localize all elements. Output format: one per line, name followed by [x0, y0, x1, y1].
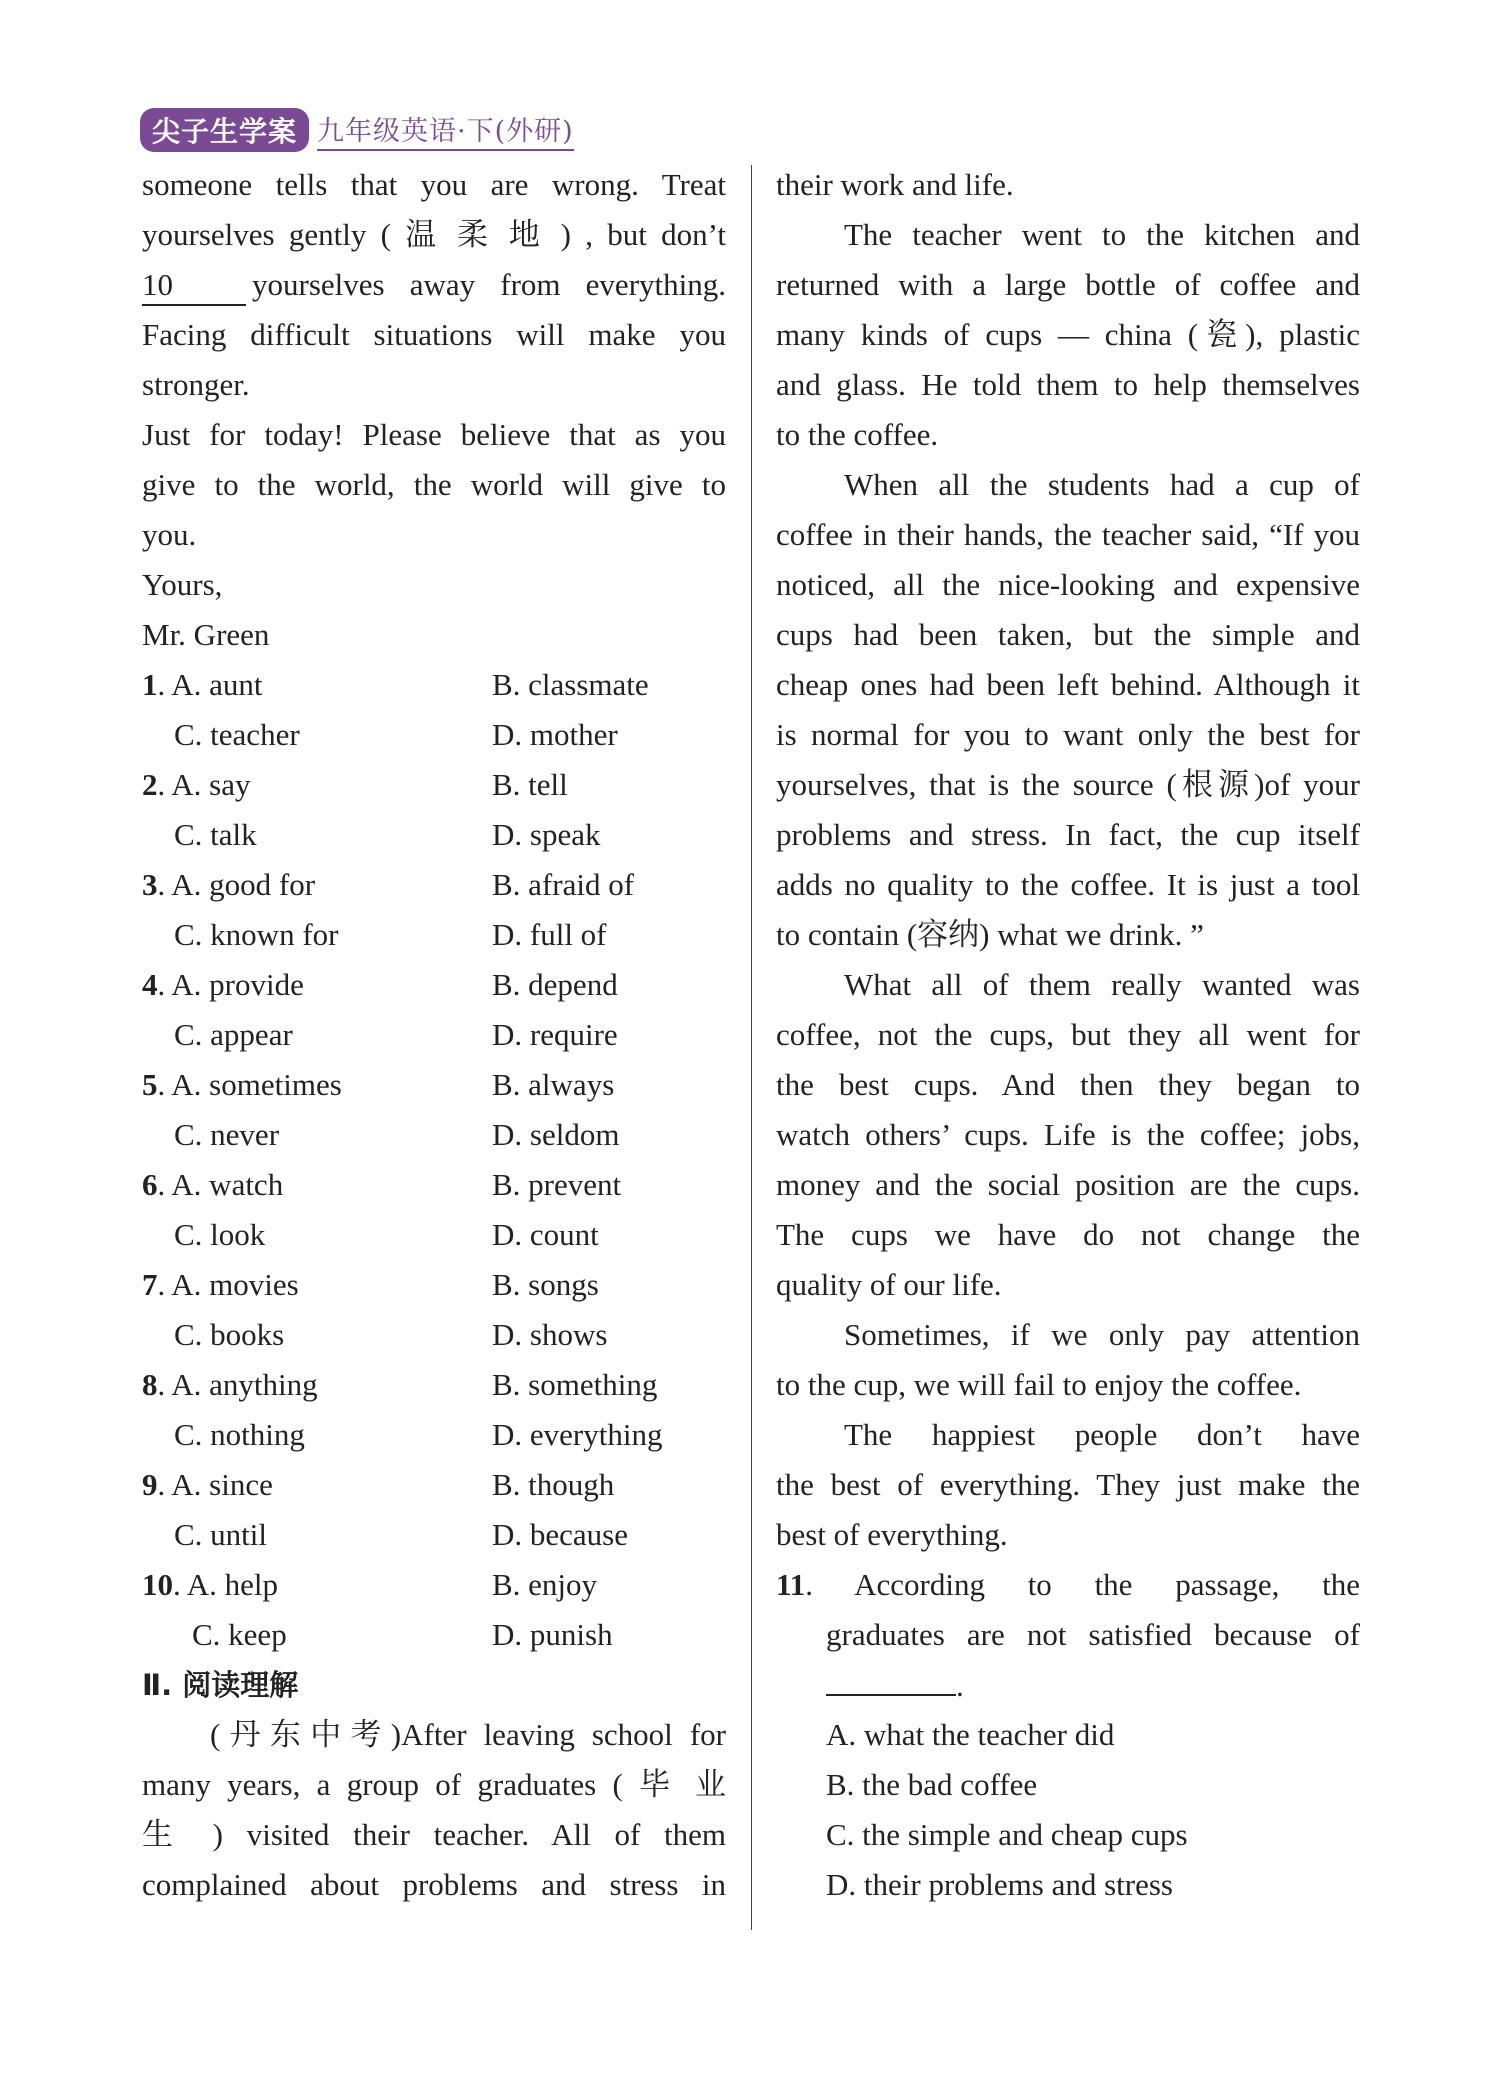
book-subtitle: 九年级英语·下(外研) [317, 109, 574, 151]
option-c[interactable]: C. never [174, 1117, 280, 1152]
passage-line: coffee in their hands, the teacher said, “If you [776, 517, 1360, 552]
blank-10: 10 [142, 266, 246, 306]
question-number: 7 [142, 1267, 158, 1302]
passage-line: What all of them really wanted was [844, 967, 1360, 1002]
passage-line: complained about problems and stress in [142, 1867, 726, 1902]
question-row [142, 660, 726, 710]
option-a-text: . A. watch [157, 1167, 284, 1202]
option-c[interactable]: C. keep [192, 1617, 287, 1652]
passage-line: 生 ) visited their teacher. All of them [142, 1817, 726, 1852]
question-number: 6 [142, 1167, 158, 1202]
option-a[interactable] [142, 1460, 273, 1510]
question-number: 4 [142, 967, 158, 1002]
option-c[interactable]: C. books [174, 1317, 285, 1352]
question-number: 9 [142, 1467, 158, 1502]
passage-line: When all the students had a cup of [844, 467, 1360, 502]
left-column [142, 160, 726, 1910]
option-b[interactable]: B. depend [492, 967, 618, 1002]
passage-line: problems and stress. In fact, the cup itself [776, 817, 1360, 852]
letter-line-with-blank [142, 260, 726, 310]
passage-line: noticed, all the nice-looking and expensive [776, 567, 1360, 602]
passage-line: watch others’ cups. Life is the coffee; jobs, [776, 1117, 1360, 1152]
option-a[interactable] [142, 760, 251, 810]
passage-line: and glass. He told them to help themselves [776, 367, 1360, 402]
option-b[interactable]: B. afraid of [492, 867, 635, 902]
option-b[interactable]: B. though [492, 1467, 615, 1502]
option-a-text: . A. help [173, 1567, 279, 1602]
question-number: 5 [142, 1067, 158, 1102]
passage-line: to the cup, we will fail to enjoy the coffee. [776, 1367, 1302, 1402]
question-row [142, 1110, 726, 1160]
question-row [142, 710, 726, 760]
option-a[interactable] [142, 660, 263, 710]
passage-line: money and the social position are the cups. [776, 1167, 1360, 1202]
passage-line: coffee, not the cups, but they all went for [776, 1017, 1360, 1052]
question-row [142, 1410, 726, 1460]
passage-line: adds no quality to the coffee. It is just a tool [776, 867, 1360, 902]
letter-line: yourselves gently ( 温 柔 地 ) , but don’t [142, 217, 726, 252]
passage-line: Sometimes, if we only pay attention [844, 1317, 1360, 1352]
option-b[interactable]: B. always [492, 1067, 615, 1102]
right-column [776, 160, 1360, 1910]
letter-line: Just for today! Please believe that as you [142, 417, 726, 452]
question-number: 11 [776, 1567, 806, 1602]
option-c[interactable]: C. appear [174, 1017, 293, 1052]
option-a[interactable] [142, 1160, 283, 1210]
letter-line: Facing difficult situations will make you [142, 317, 726, 352]
option-a[interactable] [142, 1360, 318, 1410]
question-number: 8 [142, 1367, 158, 1402]
question-row [142, 1360, 726, 1410]
question-number: 10 [142, 1567, 173, 1602]
question-row [142, 1460, 726, 1510]
letter-signature: Mr. Green [142, 617, 270, 652]
question-row [142, 1260, 726, 1310]
answer-blank[interactable] [826, 1660, 956, 1696]
passage-line: (丹东中考)After leaving school for [210, 1717, 726, 1752]
column-divider [751, 165, 752, 1930]
passage-line: the best cups. And then they began to [776, 1067, 1360, 1102]
option-a-text: . A. anything [157, 1367, 318, 1402]
option-a-text: . A. sometimes [157, 1067, 342, 1102]
cloze-questions [142, 660, 726, 1660]
option-d[interactable]: D. require [492, 1017, 618, 1052]
option-a[interactable] [142, 1260, 299, 1310]
option-d[interactable]: D. everything [492, 1417, 663, 1452]
option-b[interactable]: B. the bad coffee [826, 1767, 1038, 1802]
option-c[interactable]: C. until [174, 1517, 268, 1552]
question-row [142, 910, 726, 960]
passage-line: best of everything. [776, 1517, 1008, 1552]
passage-line: The cups we have do not change the [776, 1217, 1360, 1252]
passage-line: cups had been taken, but the simple and [776, 617, 1360, 652]
question-row [142, 760, 726, 810]
option-a[interactable] [142, 1060, 342, 1110]
passage-line: their work and life. [776, 167, 1014, 202]
passage-line: quality of our life. [776, 1267, 1002, 1302]
question-number: 1 [142, 667, 158, 702]
passage-line: yourselves, that is the source (根源)of your [776, 767, 1360, 802]
brand-badge: 尖子生学案 [140, 108, 309, 152]
option-d[interactable]: D. full of [492, 917, 607, 952]
answer-blank-period: . [956, 1668, 964, 1703]
question-number: 2 [142, 767, 158, 802]
passage-line: the best of everything. They just make the [776, 1467, 1360, 1502]
option-b[interactable]: B. tell [492, 767, 568, 802]
question-number: 3 [142, 867, 158, 902]
passage-line: The teacher went to the kitchen and [844, 217, 1360, 252]
question-row [142, 1010, 726, 1060]
question-row [142, 1560, 726, 1610]
passage-line: many kinds of cups — china (瓷), plastic [776, 317, 1360, 352]
option-d[interactable]: D. count [492, 1217, 599, 1252]
question-row [142, 1160, 726, 1210]
passage-continued [776, 160, 1360, 1560]
option-a[interactable] [142, 1560, 278, 1610]
option-d[interactable]: D. speak [492, 817, 601, 852]
option-d[interactable]: D. punish [492, 1617, 613, 1652]
question-row [142, 1210, 726, 1260]
page-header [140, 110, 574, 150]
option-c[interactable]: C. the simple and cheap cups [826, 1817, 1188, 1852]
letter-line: you. [142, 517, 197, 552]
option-d[interactable]: D. seldom [492, 1117, 620, 1152]
option-a[interactable] [142, 960, 304, 1010]
passage-line: returned with a large bottle of coffee and [776, 267, 1360, 302]
option-b[interactable]: B. enjoy [492, 1567, 598, 1602]
section-title: Ⅱ. 阅读理解 [142, 1668, 299, 1702]
option-a-text: . A. movies [157, 1267, 299, 1302]
question-row [142, 860, 726, 910]
option-c[interactable]: C. nothing [174, 1417, 305, 1452]
option-a-text: . A. aunt [157, 667, 263, 702]
option-b[interactable]: B. something [492, 1367, 658, 1402]
question-row [142, 1510, 726, 1560]
option-c[interactable]: C. talk [174, 817, 257, 852]
passage-line: to contain (容纳) what we drink. ” [776, 917, 1204, 952]
question-row [142, 1310, 726, 1360]
question-row [142, 1060, 726, 1110]
letter-line: give to the world, the world will give to [142, 467, 726, 502]
letter-line: someone tells that you are wrong. Treat [142, 167, 726, 202]
passage-line: to the coffee. [776, 417, 939, 452]
option-a[interactable] [142, 860, 315, 910]
option-a-text: . A. good for [157, 867, 316, 902]
option-d[interactable]: D. because [492, 1517, 628, 1552]
option-d[interactable]: D. shows [492, 1317, 608, 1352]
passage-line: many years, a group of graduates ( 毕 业 [142, 1767, 726, 1802]
option-c[interactable]: C. look [174, 1217, 266, 1252]
letter-line: stronger. [142, 367, 250, 402]
question-row [142, 1610, 726, 1660]
question-row [142, 810, 726, 860]
option-c[interactable]: C. known for [174, 917, 339, 952]
option-a-text: . A. say [157, 767, 251, 802]
question-11-line2: graduates are not satisfied because of [826, 1617, 1360, 1652]
option-a-text: . A. since [157, 1467, 273, 1502]
option-b[interactable]: B. prevent [492, 1167, 622, 1202]
option-d[interactable]: D. mother [492, 717, 618, 752]
passage-line: is normal for you to want only the best for [776, 717, 1360, 752]
option-b[interactable]: B. classmate [492, 667, 649, 702]
question-text: . According to the passage, the [805, 1567, 1360, 1602]
option-d[interactable]: D. their problems and stress [826, 1867, 1173, 1902]
option-b[interactable]: B. songs [492, 1267, 599, 1302]
option-a-text: . A. provide [157, 967, 304, 1002]
question-row [142, 960, 726, 1010]
passage-line: The happiest people don’t have [844, 1417, 1360, 1452]
letter-line-text: yourselves away from everything. [252, 267, 726, 302]
passage-line: cheap ones had been left behind. Although it [776, 667, 1360, 702]
option-c[interactable]: C. teacher [174, 717, 300, 752]
option-a[interactable]: A. what the teacher did [826, 1717, 1115, 1752]
question-11-line1 [776, 1560, 1360, 1610]
answer-blank-line [776, 1660, 1360, 1710]
letter-closing: Yours, [142, 567, 223, 602]
